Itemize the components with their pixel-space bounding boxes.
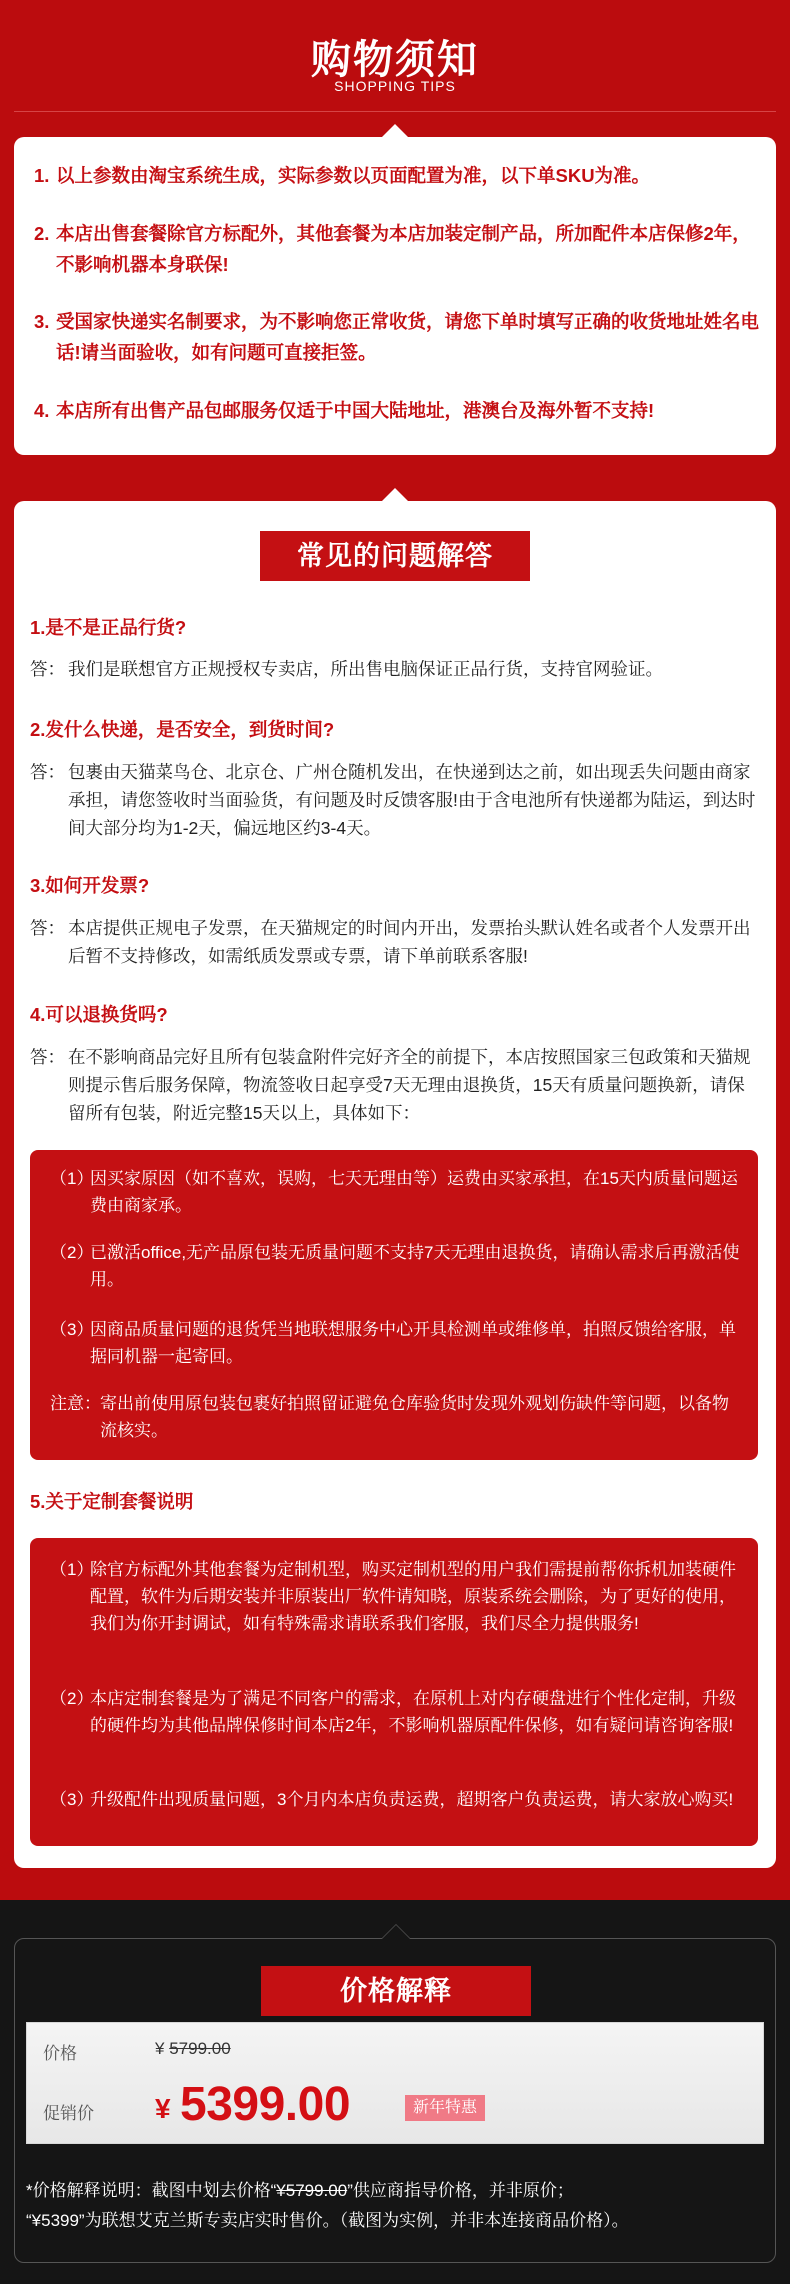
price-section bbox=[0, 1900, 790, 2284]
faq-answer-3 bbox=[30, 914, 760, 970]
original-price bbox=[155, 2039, 231, 2059]
policy-item-2 bbox=[50, 1239, 740, 1293]
faq-question-2: 2.发什么快递，是否安全，到货时间? bbox=[30, 719, 335, 740]
price-note-part1: *价格解释说明：截图中划去价格“ bbox=[26, 2181, 277, 2200]
faq-answer-2 bbox=[30, 758, 760, 842]
item-number: （3） bbox=[50, 1790, 94, 1809]
tip-text: 本店所有出售产品包邮服务仅适于中国大陆地址，港澳台及海外暂不支持! bbox=[56, 400, 655, 421]
answer-text: 我们是联想官方正规授权专卖店，所出售电脑保证正品行货，支持官网验证。 bbox=[68, 659, 663, 679]
faq-title: 常见的问题解答 bbox=[260, 531, 530, 581]
item-text: 已激活office,无产品原包装无质量问题不支持7天无理由退换货，请确认需求后再激活使用。 bbox=[90, 1243, 740, 1289]
policy-note bbox=[50, 1390, 740, 1444]
custom-item-3 bbox=[50, 1786, 740, 1813]
item-text: 本店定制套餐是为了满足不同客户的需求，在原机上对内存硬盘进行个性化定制，升级的硬件均为其他品牌保修时间本店2年，不影响机器原配件保修，如有疑问请咨询客服! bbox=[90, 1689, 736, 1735]
item-text: 升级配件出现质量问题，3个月内本店负责运费，超期客户负责运费，请大家放心购买! bbox=[90, 1790, 734, 1809]
faq-question-3: 3.如何开发票? bbox=[30, 875, 150, 896]
item-text: 除官方标配外其他套餐为定制机型，购买定制机型的用户我们需提前帮你拆机加装硬件配置，软件为后期安装并非原装出厂软件请知晓，原装系统会删除，为了更好的使用，我们为你开封调试，如有特殊需求请联系我们客服，我们尽全力提供服务! bbox=[90, 1560, 736, 1633]
item-number: （3） bbox=[50, 1320, 94, 1339]
original-currency: ¥ bbox=[155, 2039, 165, 2058]
tip-item-2 bbox=[34, 218, 764, 280]
price-note bbox=[26, 2176, 766, 2236]
answer-text: 包裹由天猫菜鸟仓、北京仓、广州仓随机发出，在快递到达之前，如出现丢失问题由商家承担，请您签收时当面验货，有问题及时反馈客服!由于含电池所有快递都为陆运，到达时间大部分均为1-2天，偏远地区约3-4天。 bbox=[68, 762, 756, 838]
custom-item-1 bbox=[50, 1556, 740, 1637]
tip-number: 3. bbox=[34, 311, 50, 332]
answer-text: 本店提供正规电子发票，在天猫规定的时间内开出，发票抬头默认姓名或者个人发票开出后暂不支持修改，如需纸质发票或专票，请下单前联系客服! bbox=[68, 918, 751, 966]
tips-subtitle: SHOPPING TIPS bbox=[334, 78, 456, 94]
item-number: （2） bbox=[50, 1689, 94, 1708]
item-number: （2） bbox=[50, 1243, 94, 1262]
tip-item-3 bbox=[34, 306, 764, 368]
price-note-part2: ”供应商指导价格，并非原价； bbox=[347, 2181, 574, 2200]
tips-title: 购物须知 bbox=[311, 38, 479, 82]
answer-prefix: 答： bbox=[30, 762, 65, 782]
item-number: （1） bbox=[50, 1169, 94, 1188]
answer-prefix: 答： bbox=[30, 918, 65, 938]
faq-question-4: 4.可以退换货吗? bbox=[30, 1004, 168, 1025]
custom-item-2 bbox=[50, 1685, 740, 1739]
answer-prefix: 答： bbox=[30, 659, 65, 679]
faq-card bbox=[14, 501, 776, 1868]
note-prefix: 注意： bbox=[50, 1394, 101, 1413]
answer-text: 在不影响商品完好且所有包装盒附件完好齐全的前提下，本店按照国家三包政策和天猫规则提示售后服务保障，物流签收日起享受7天无理由退换货，15天有质量问题换新，请保留所有包装，附近完整15天以上，具体如下： bbox=[68, 1047, 751, 1123]
tip-item-4 bbox=[34, 395, 764, 426]
tip-number: 4. bbox=[34, 400, 50, 421]
item-text: 因商品质量问题的退货凭当地联想服务中心开具检测单或维修单，拍照反馈给客服，单据同机器一起寄回。 bbox=[90, 1320, 736, 1366]
price-screenshot-box bbox=[26, 2022, 764, 2144]
divider bbox=[14, 111, 776, 112]
custom-package-box bbox=[30, 1538, 758, 1846]
item-text: 因买家原因（如不喜欢，误购，七天无理由等）运费由买家承担，在15天内质量问题运费由商家承。 bbox=[90, 1169, 738, 1215]
tip-number: 1. bbox=[34, 165, 50, 186]
tip-text: 受国家快递实名制要求，为不影响您正常收货，请您下单时填写正确的收货地址姓名电话!请当面验收，如有问题可直接拒签。 bbox=[56, 311, 760, 363]
policy-item-1 bbox=[50, 1165, 740, 1219]
price-note-struck: ¥5799.00 bbox=[276, 2181, 348, 2200]
note-text: 寄出前使用原包装包裹好拍照留证避免仓库验货时发现外观划伤缺件等问题，以备物流核实。 bbox=[100, 1394, 729, 1440]
original-price-label: 价格 bbox=[43, 2044, 77, 2063]
faq-answer-1 bbox=[30, 655, 760, 683]
sale-price-label: 促销价 bbox=[43, 2104, 94, 2123]
promo-badge: 新年特惠 bbox=[405, 2095, 485, 2121]
tip-text: 本店出售套餐除官方标配外，其他套餐为本店加装定制产品，所加配件本店保修2年，不影响机器本身联保! bbox=[56, 223, 751, 275]
card-notch bbox=[381, 124, 409, 138]
tip-text: 以上参数由淘宝系统生成，实际参数以页面配置为准，以下单SKU为准。 bbox=[56, 165, 651, 186]
faq-question-1: 1.是不是正品行货? bbox=[30, 617, 187, 638]
policy-item-3 bbox=[50, 1316, 740, 1370]
tips-card bbox=[14, 137, 776, 455]
price-title: 价格解释 bbox=[261, 1966, 531, 2016]
sale-price-value: 5399.00 bbox=[180, 2078, 351, 2131]
return-policy-box bbox=[30, 1150, 758, 1460]
tip-number: 2. bbox=[34, 223, 50, 244]
card-notch bbox=[381, 488, 409, 502]
price-note-line2: “¥5399”为联想艾克兰斯专卖店实时售价。（截图为实例，并非本连接商品价格）。 bbox=[26, 2211, 629, 2230]
sale-currency: ¥ bbox=[155, 2093, 171, 2124]
frame-notch bbox=[382, 1925, 410, 1939]
answer-prefix: 答： bbox=[30, 1047, 65, 1067]
item-number: （1） bbox=[50, 1560, 94, 1579]
faq-question-5: 5.关于定制套餐说明 bbox=[30, 1491, 194, 1512]
original-price-value: 5799.00 bbox=[169, 2039, 231, 2058]
tip-item-1 bbox=[34, 160, 764, 191]
faq-answer-4 bbox=[30, 1043, 760, 1127]
